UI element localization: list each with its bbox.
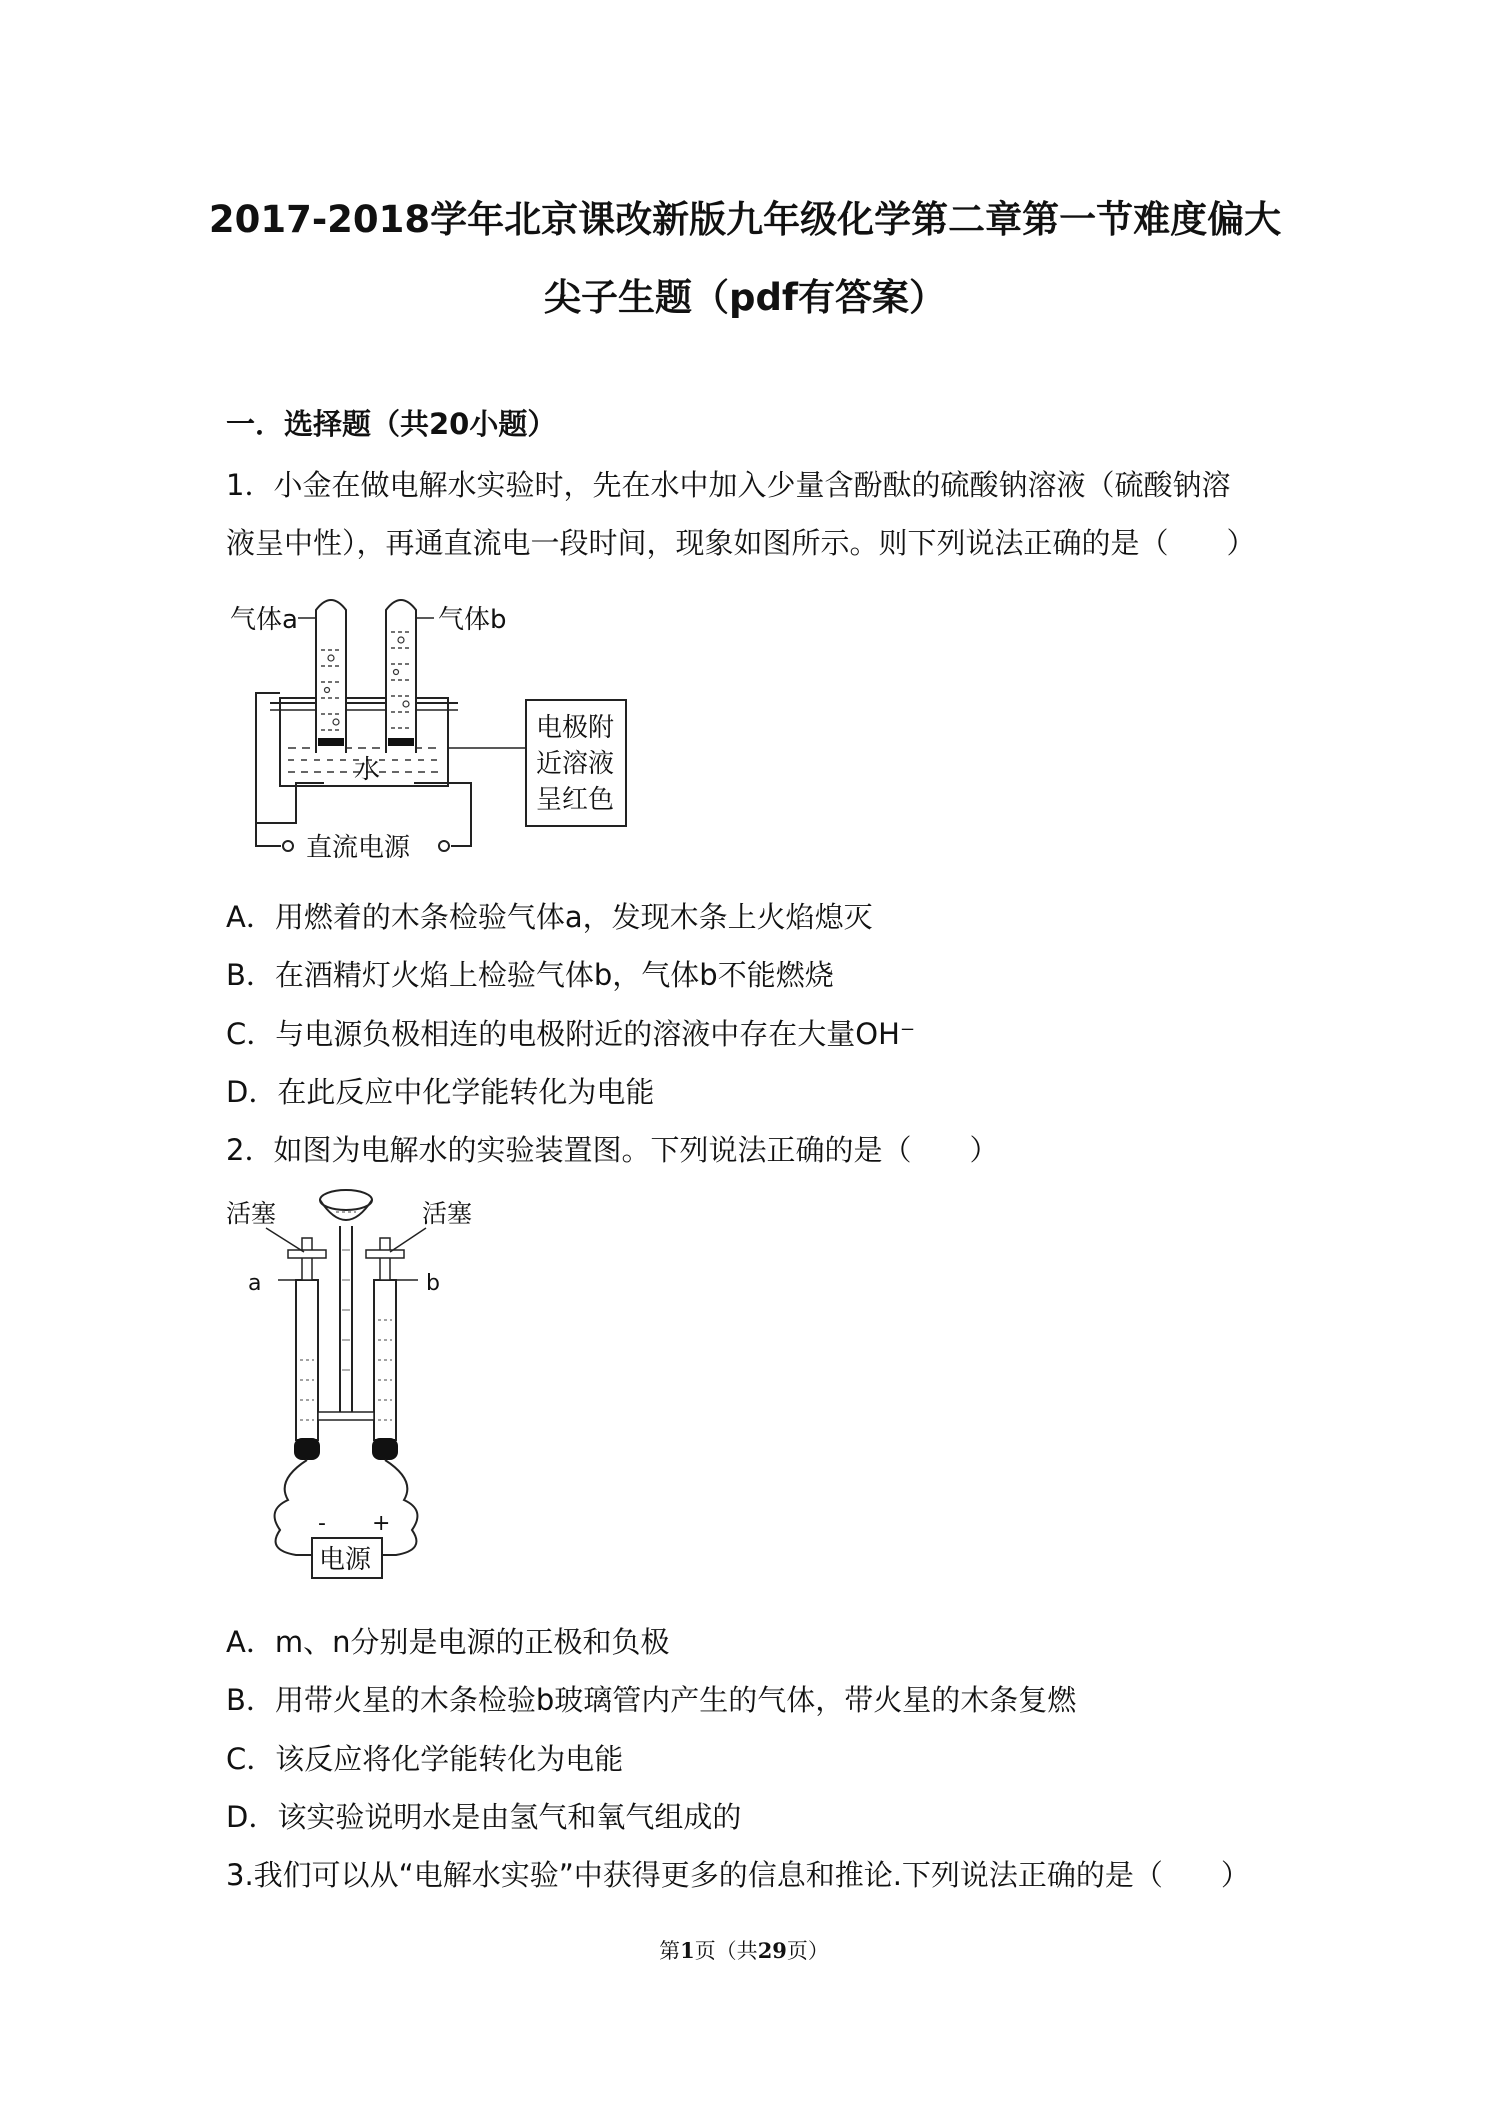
- question-1-option-c: C．与电源负极相连的电极附近的溶液中存在大量OH⁻: [226, 1017, 916, 1051]
- question-2-stem: 2．如图为电解水的实验装置图。下列说法正确的是（ ）: [226, 1133, 999, 1167]
- power-label: 电源: [319, 1545, 372, 1575]
- gas-b-label: 气体b: [438, 605, 507, 635]
- tube-right: [386, 600, 416, 753]
- section-heading: 一．选择题（共20小题）: [226, 407, 557, 441]
- footer-mid: 页（共: [694, 1939, 758, 1963]
- stopcock-left-label: 活塞: [226, 1199, 277, 1228]
- question-2-figure: [226, 1180, 486, 1590]
- plus-sign: +: [372, 1511, 391, 1536]
- gas-a-label: 气体a: [230, 605, 298, 635]
- callout-line-1: 电极附: [536, 713, 615, 743]
- tube-b-label: b: [426, 1271, 440, 1296]
- minus-sign: -: [318, 1511, 326, 1536]
- callout-line-3: 呈红色: [536, 785, 615, 815]
- question-1-option-b: B．在酒精灯火焰上检验气体b，气体b不能燃烧: [226, 958, 834, 992]
- footer-suffix: 页）: [786, 1939, 829, 1963]
- footer-prefix: 第: [659, 1939, 681, 1963]
- callout-line-2: 近溶液: [536, 749, 615, 779]
- question-2-option-a: A．m、n分别是电源的正极和负极: [226, 1625, 670, 1659]
- question-2-option-c: C．该反应将化学能转化为电能: [226, 1742, 624, 1776]
- footer-total-pages: 29: [757, 1938, 787, 1963]
- page-footer: [0, 1935, 1488, 1965]
- document-title-line-1: 2017-2018学年北京课改新版九年级化学第二章第一节难度偏大: [208, 198, 1282, 241]
- question-1-option-d: D．在此反应中化学能转化为电能: [226, 1075, 655, 1109]
- document-title-line-2: 尖子生题（pdf有答案）: [543, 276, 947, 319]
- stopcock-right-label: 活塞: [422, 1199, 473, 1228]
- footer-page-number: 1: [680, 1938, 695, 1963]
- question-1-stem-line-2: 液呈中性），再通直流电一段时间，现象如图所示。则下列说法正确的是（ ）: [226, 526, 1256, 560]
- power-supply-label: 直流电源: [306, 833, 411, 863]
- question-1-option-a: A．用燃着的木条检验气体a，发现木条上火焰熄灭: [226, 900, 873, 934]
- question-3-stem: 3.我们可以从“电解水实验”中获得更多的信息和推论.下列说法正确的是（ ）: [226, 1858, 1250, 1892]
- question-2-option-d: D．该实验说明水是由氢气和氧气组成的: [226, 1800, 742, 1834]
- tube-a-label: a: [248, 1271, 262, 1296]
- water-label: 水: [354, 755, 381, 785]
- question-2-option-b: B．用带火星的木条检验b玻璃管内产生的气体，带火星的木条复燃: [226, 1683, 1077, 1717]
- question-1-stem-line-1: 1．小金在做电解水实验时，先在水中加入少量含酚酞的硫酸钠溶液（硫酸钠溶: [226, 468, 1231, 502]
- question-1-figure: [226, 588, 646, 863]
